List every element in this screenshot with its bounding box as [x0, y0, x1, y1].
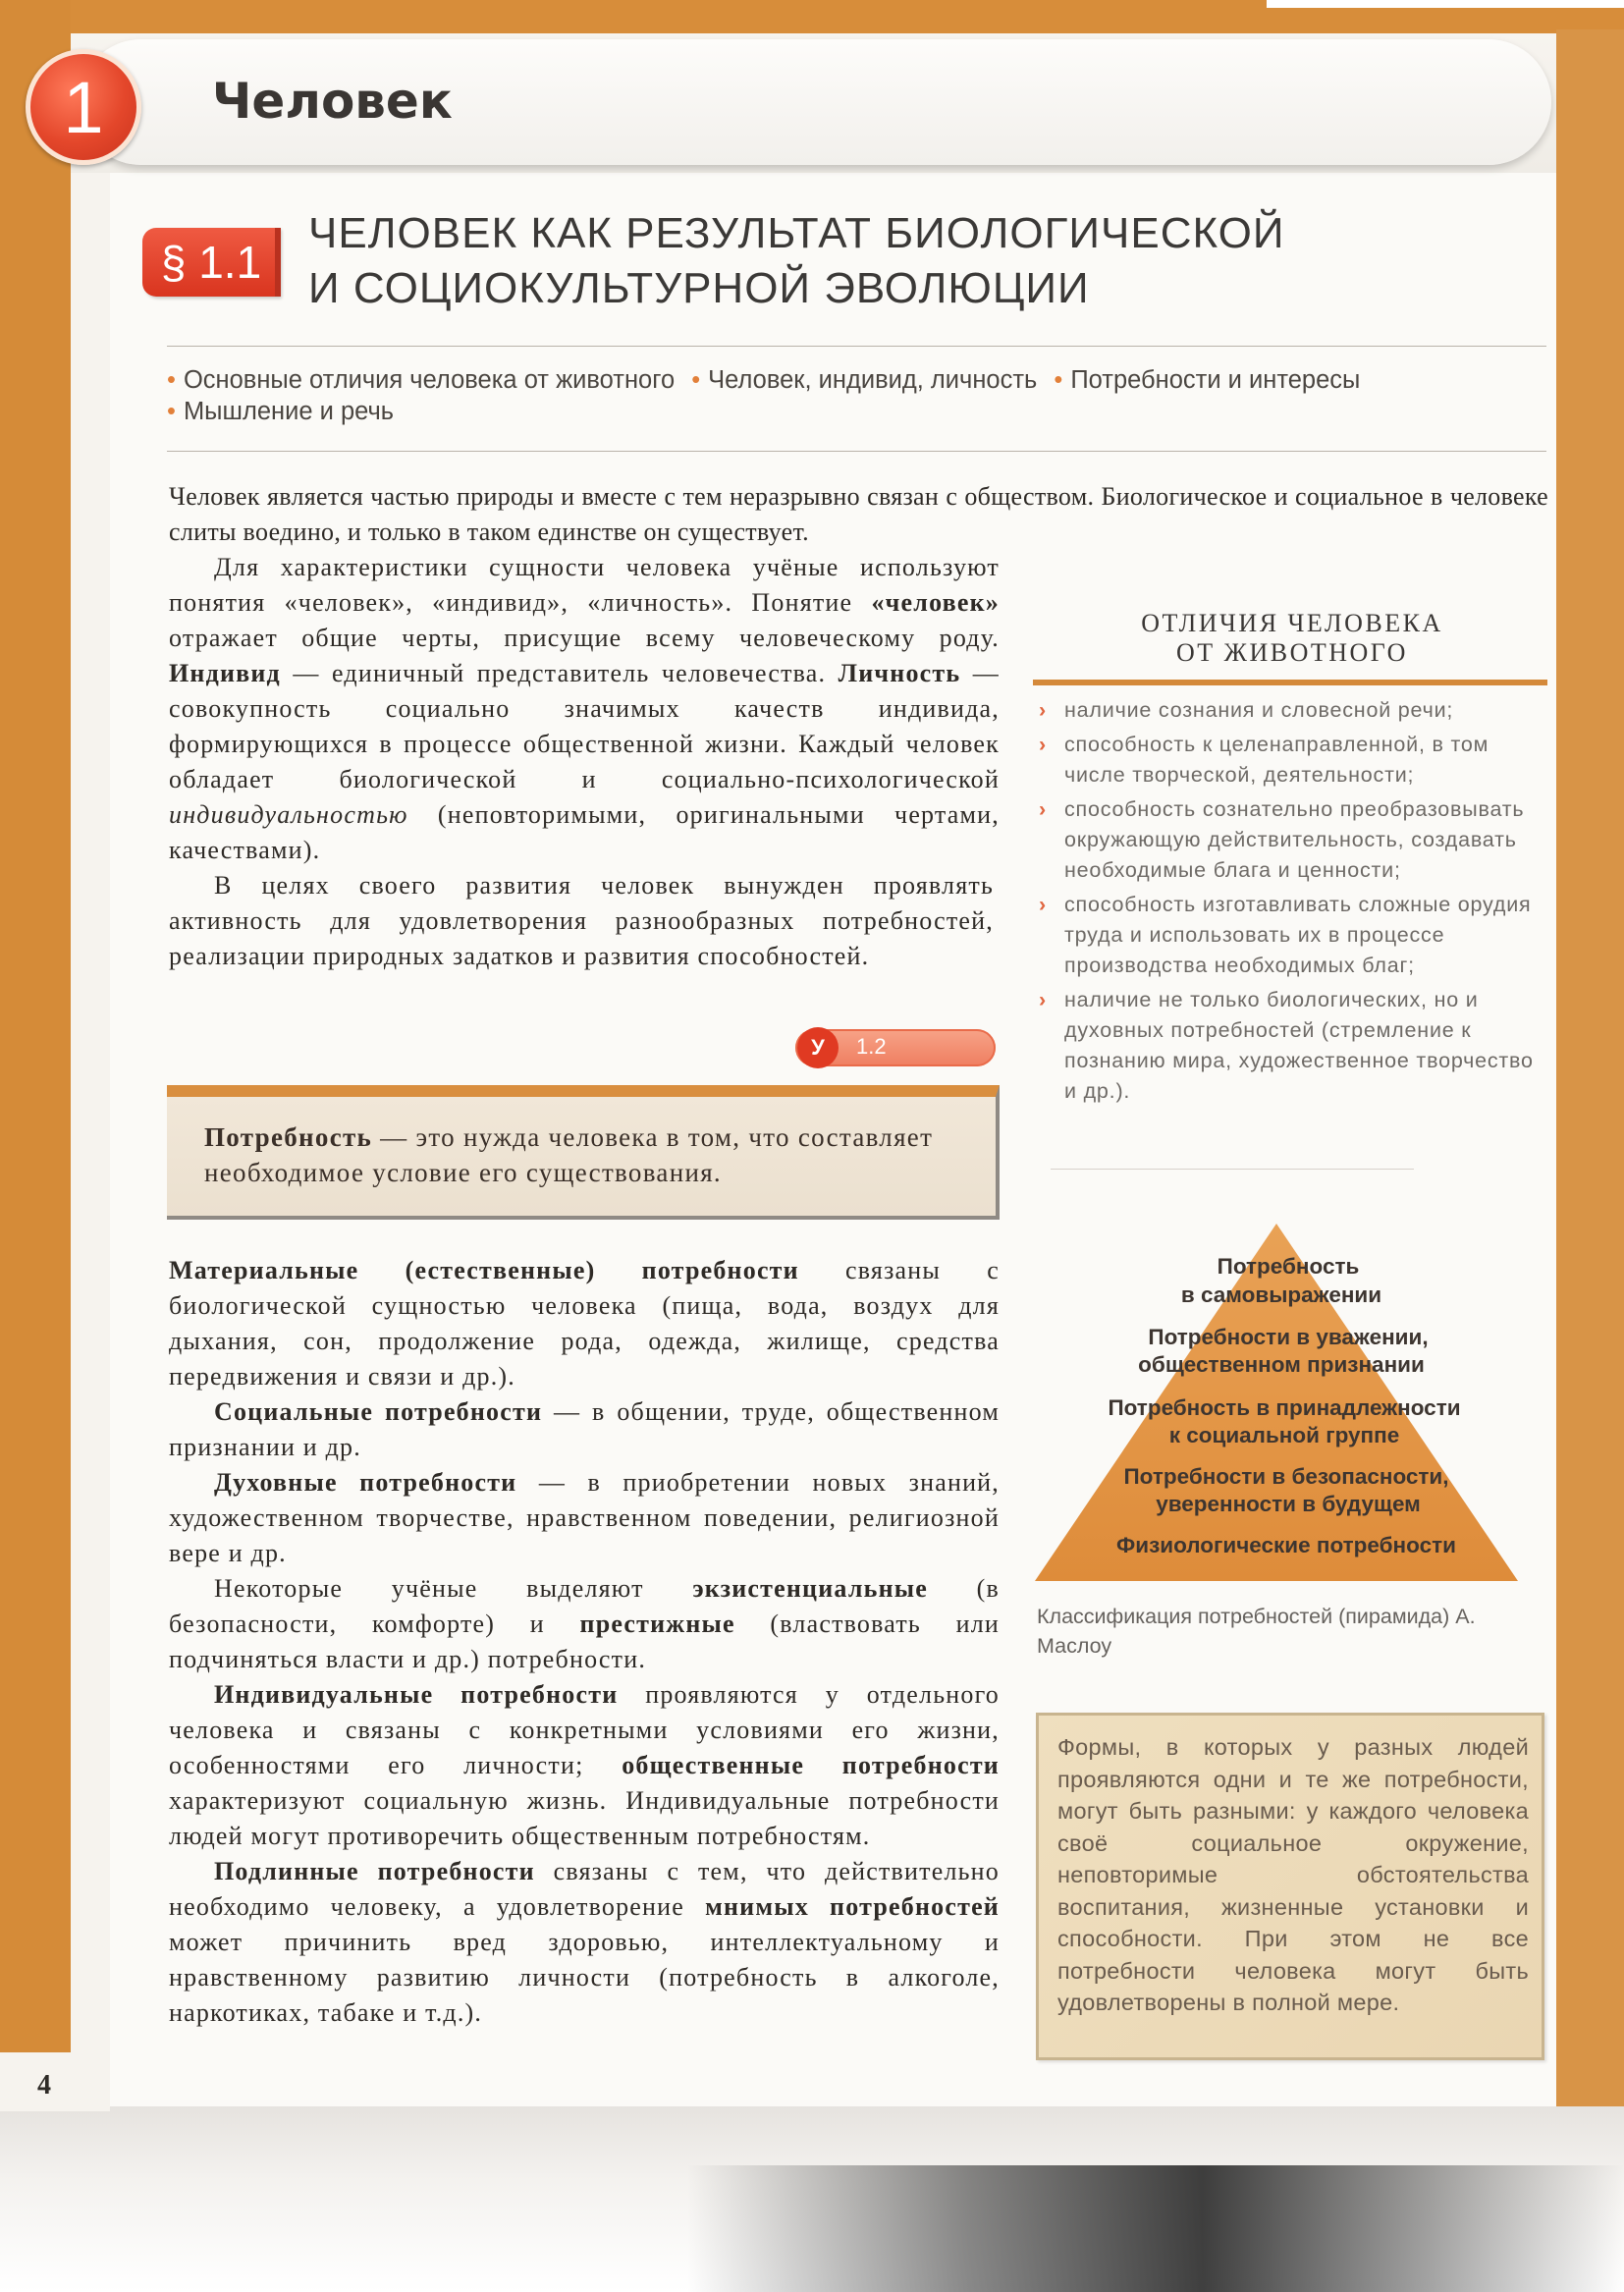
scan-shadow	[687, 2165, 1624, 2292]
pyramid-level-1-line2: в самовыражении	[1180, 1282, 1382, 1307]
list-item: › наличие сознания и словесной речи;	[1039, 695, 1549, 726]
paragraph-material-needs: Материальные (естественные) потребности связаны с биологической сущностью человека (пища, вода, воздух для дыхания, сон, продолжение рода, одежда, жилище, средства передвижения и связи и др.).	[169, 1256, 1001, 1391]
chevron-right-icon: ›	[1039, 698, 1047, 722]
reference-code: 1.2	[856, 1034, 887, 1059]
paragraph-spiritual-needs: Духовные потребности — в приобретении новых знаний, художественном творчестве, нравственном поведении, религиозной вере и др.	[169, 1468, 1000, 1567]
pyramid-level-3-line2: к социальной группе	[1168, 1423, 1400, 1447]
paragraph-genuine-needs: Подлинные потребности связаны с тем, что действительно необходимо человеку, а удовлетворение мнимых потребностей может причинить вред здоровью, интеллектуальному и нравственному развитию личности (потребность в алкоголе, наркотиках, табаке и т.д.).	[169, 1857, 1000, 2027]
pyramid-level-1-line1: Потребность	[1217, 1254, 1360, 1279]
topic-item: • Человек, индивид, личность	[691, 366, 1038, 394]
maslow-pyramid	[1033, 1218, 1520, 1581]
sidebar-title-line2: ОТ ЖИВОТНОГО	[1176, 638, 1408, 667]
paragraph-existential-needs: Некоторые учёные выделяют экзистенциальные (в безопасности, комфорте) и престижные (властвовать или подчиняться власти и др.) потребности.	[169, 1574, 1000, 1673]
section-title-line1: ЧЕЛОВЕК КАК РЕЗУЛЬТАТ БИОЛОГИЧЕСКОЙ	[308, 209, 1285, 257]
topic-item: • Основные отличия человека от животного	[167, 366, 676, 394]
topic-item: • Потребности и интересы	[1054, 366, 1361, 394]
chevron-right-icon: ›	[1039, 893, 1047, 916]
paragraph-social-needs: Социальные потребности — в общении, труде, общественном признании и др.	[169, 1397, 1000, 1461]
list-item: › наличие не только биологических, но и духовных потребностей (стремление к познанию мира, художественное творчество и др.).	[1039, 985, 1549, 1107]
list-divider	[1051, 1169, 1414, 1170]
sidebar-title-line1: ОТЛИЧИЯ ЧЕЛОВЕКА	[1141, 609, 1443, 637]
paragraph-concepts: Для характеристики сущности человека учёные используют понятия «человек», «индивид», «личность». Понятие «человек» отражает общие черты, присущие всему человеческому роду. Индивид — единичный представитель человечества. Личность — совокупность социально значимых качеств индивида, формирующихся в процессе общественной жизни. Каждый человек обладает биологической и социально-психологической индивидуальностью (неповторимыми, оригинальными чертами, качествами).	[169, 553, 1000, 864]
section-badge-edge	[275, 228, 281, 297]
definition-text: Потребность — это нужда человека в том, что составляет необходимое условие его существования.	[204, 1122, 934, 1187]
main-column-bottom	[169, 1253, 1000, 2031]
pyramid-caption: Классификация потребностей (пирамида) А. Маслоу	[1037, 1605, 1476, 1658]
pyramid-level-3-line1: Потребность в принадлежности	[1108, 1395, 1461, 1420]
reference-letter-icon: У	[797, 1027, 839, 1068]
pyramid-level-2-line2: общественном признании	[1138, 1352, 1425, 1377]
info-text: Формы, в которых у разных людей проявляются одни и те же потребности, могут быть разными: у каждого человека своё социальное окружение, неповторимые обстоятельства воспитания, жизненные установки и способности. При этом не все потребности человека могут быть удовлетворены в полной мере.	[1057, 1734, 1529, 2015]
list-item: › способность изготавливать сложные орудия труда и использовать их в процессе производства необходимых благ;	[1039, 890, 1549, 981]
sidebar-title	[1041, 609, 1543, 668]
section-title-line2: И СОЦИОКУЛЬТУРНОЙ ЭВОЛЮЦИИ	[308, 264, 1090, 312]
list-item: › способность сознательно преобразовывать окружающую действительность, создавать необходимые блага и ценности;	[1039, 794, 1549, 886]
chapter-number-badge: 1	[26, 49, 141, 165]
topics-list	[167, 364, 1561, 427]
section-badge: § 1.1	[142, 228, 280, 297]
paragraph-development: В целях своего развития человек вынужден проявлять активность для удовлетворения разнообразных потребностей, реализации природных задатков и развития способностей.	[169, 871, 994, 970]
main-column-top	[169, 550, 1000, 974]
pyramid-level-4-line2: уверенности в будущем	[1156, 1492, 1421, 1516]
page-number: 4	[37, 2070, 51, 2101]
top-edge	[1267, 0, 1624, 8]
chevron-right-icon: ›	[1039, 733, 1047, 756]
paragraph-individual-needs: Индивидуальные потребности проявляются у отдельного человека и связаны с конкретными условиями его жизни, особенностями его личности; общественные потребности характеризуют социальную жизнь. Индивидуальные потребности людей могут противоречить общественным потребностям.	[169, 1680, 1000, 1850]
pyramid-level-4-line1: Потребности в безопасности,	[1123, 1464, 1449, 1489]
section-title	[308, 206, 1487, 316]
list-item: › способность к целенаправленной, в том числе творческой, деятельности;	[1039, 730, 1549, 791]
pyramid-level-5-line1: Физиологические потребности	[1116, 1533, 1456, 1557]
differences-list	[1039, 695, 1549, 1111]
chevron-right-icon: ›	[1039, 797, 1047, 821]
chapter-title: Человек	[212, 73, 453, 130]
topics-rule-bottom	[167, 451, 1546, 452]
right-decor-band	[1556, 29, 1624, 2106]
page-number-tab	[0, 2052, 110, 2111]
topics-rule-top	[167, 346, 1546, 347]
topic-item: • Мышление и речь	[167, 398, 395, 425]
sidebar-rule	[1033, 680, 1547, 685]
intro-paragraph: Человек является частью природы и вместе с тем неразрывно связан с обществом. Биологическое и социальное в человеке слиты воедино, и только в таком единстве он существует.	[169, 482, 1548, 546]
pyramid-level-2-line1: Потребности в уважении,	[1148, 1325, 1429, 1349]
left-decor-band	[0, 0, 71, 2106]
chevron-right-icon: ›	[1039, 988, 1047, 1011]
